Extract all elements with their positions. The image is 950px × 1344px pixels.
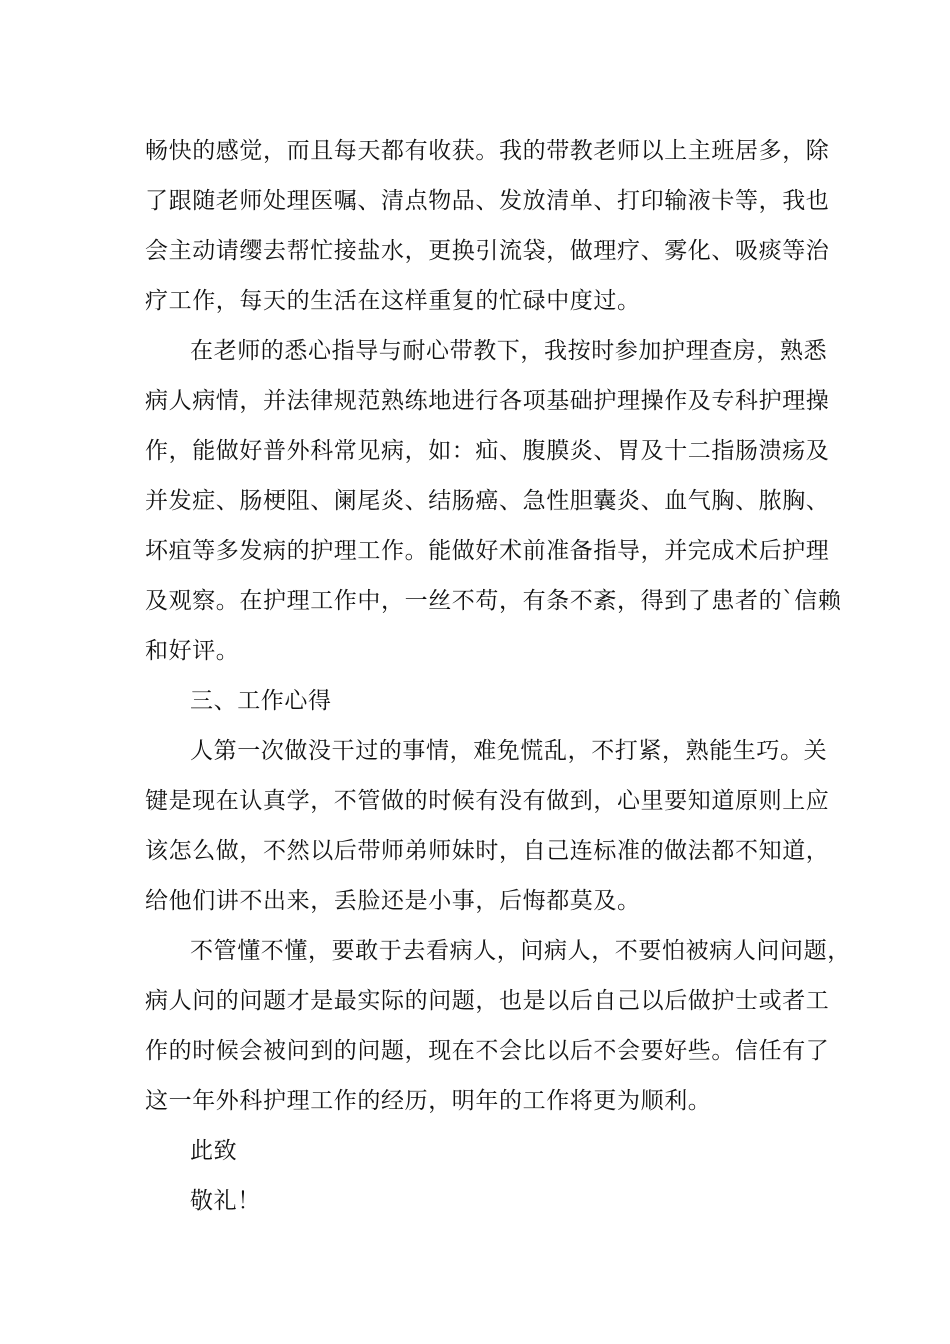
paragraph-line: 这一年外科护理工作的经历，明年的工作将更为顺利。 <box>145 1088 712 1114</box>
paragraph-line: 并发症、肠梗阻、阑尾炎、结肠癌、急性胆囊炎、血气胸、脓胸、 <box>145 488 830 514</box>
paragraph-line: 病人问的问题才是最实际的问题，也是以后自己以后做护士或者工 <box>145 988 830 1014</box>
paragraph-line: 疗工作，每天的生活在这样重复的忙碌中度过。 <box>145 288 641 314</box>
salutation-line: 敬礼！ <box>190 1188 261 1214</box>
paragraph-line: 作，能做好普外科常见病，如：疝、腹膜炎、胃及十二指肠溃疡及 <box>145 438 830 464</box>
paragraph-line: 该怎么做，不然以后带师弟师妹时，自己连标准的做法都不知道， <box>145 838 830 864</box>
paragraph-line: 了跟随老师处理医嘱、清点物品、发放清单、打印输液卡等，我也 <box>145 188 830 214</box>
paragraph-line: 及观察。在护理工作中，一丝不苟，有条不紊，得到了患者的`信赖 <box>145 588 842 614</box>
paragraph-line: 畅快的感觉，而且每天都有收获。我的带教老师以上主班居多，除 <box>145 138 830 164</box>
paragraph-line: 在老师的悉心指导与耐心带教下，我按时参加护理查房，熟悉 <box>190 338 828 364</box>
section-heading: 三、工作心得 <box>190 688 332 714</box>
paragraph-line: 作的时候会被问到的问题，现在不会比以后不会要好些。信任有了 <box>145 1038 830 1064</box>
paragraph-line: 人第一次做没干过的事情，难免慌乱，不打紧，熟能生巧。关 <box>190 738 828 764</box>
closing-line: 此致 <box>190 1138 238 1164</box>
paragraph-line: 坏疽等多发病的护理工作。能做好术前准备指导，并完成术后护理 <box>145 538 830 564</box>
paragraph-line: 给他们讲不出来，丢脸还是小事，后悔都莫及。 <box>145 888 641 914</box>
paragraph-line: 不管懂不懂，要敢于去看病人，问病人，不要怕被病人问问题， <box>190 938 851 964</box>
paragraph-line: 病人病情，并法律规范熟练地进行各项基础护理操作及专科护理操 <box>145 388 830 414</box>
paragraph-line: 键是现在认真学，不管做的时候有没有做到，心里要知道原则上应 <box>145 788 830 814</box>
paragraph-line: 和好评。 <box>145 638 240 664</box>
paragraph-line: 会主动请缨去帮忙接盐水，更换引流袋，做理疗、雾化、吸痰等治 <box>145 238 830 264</box>
